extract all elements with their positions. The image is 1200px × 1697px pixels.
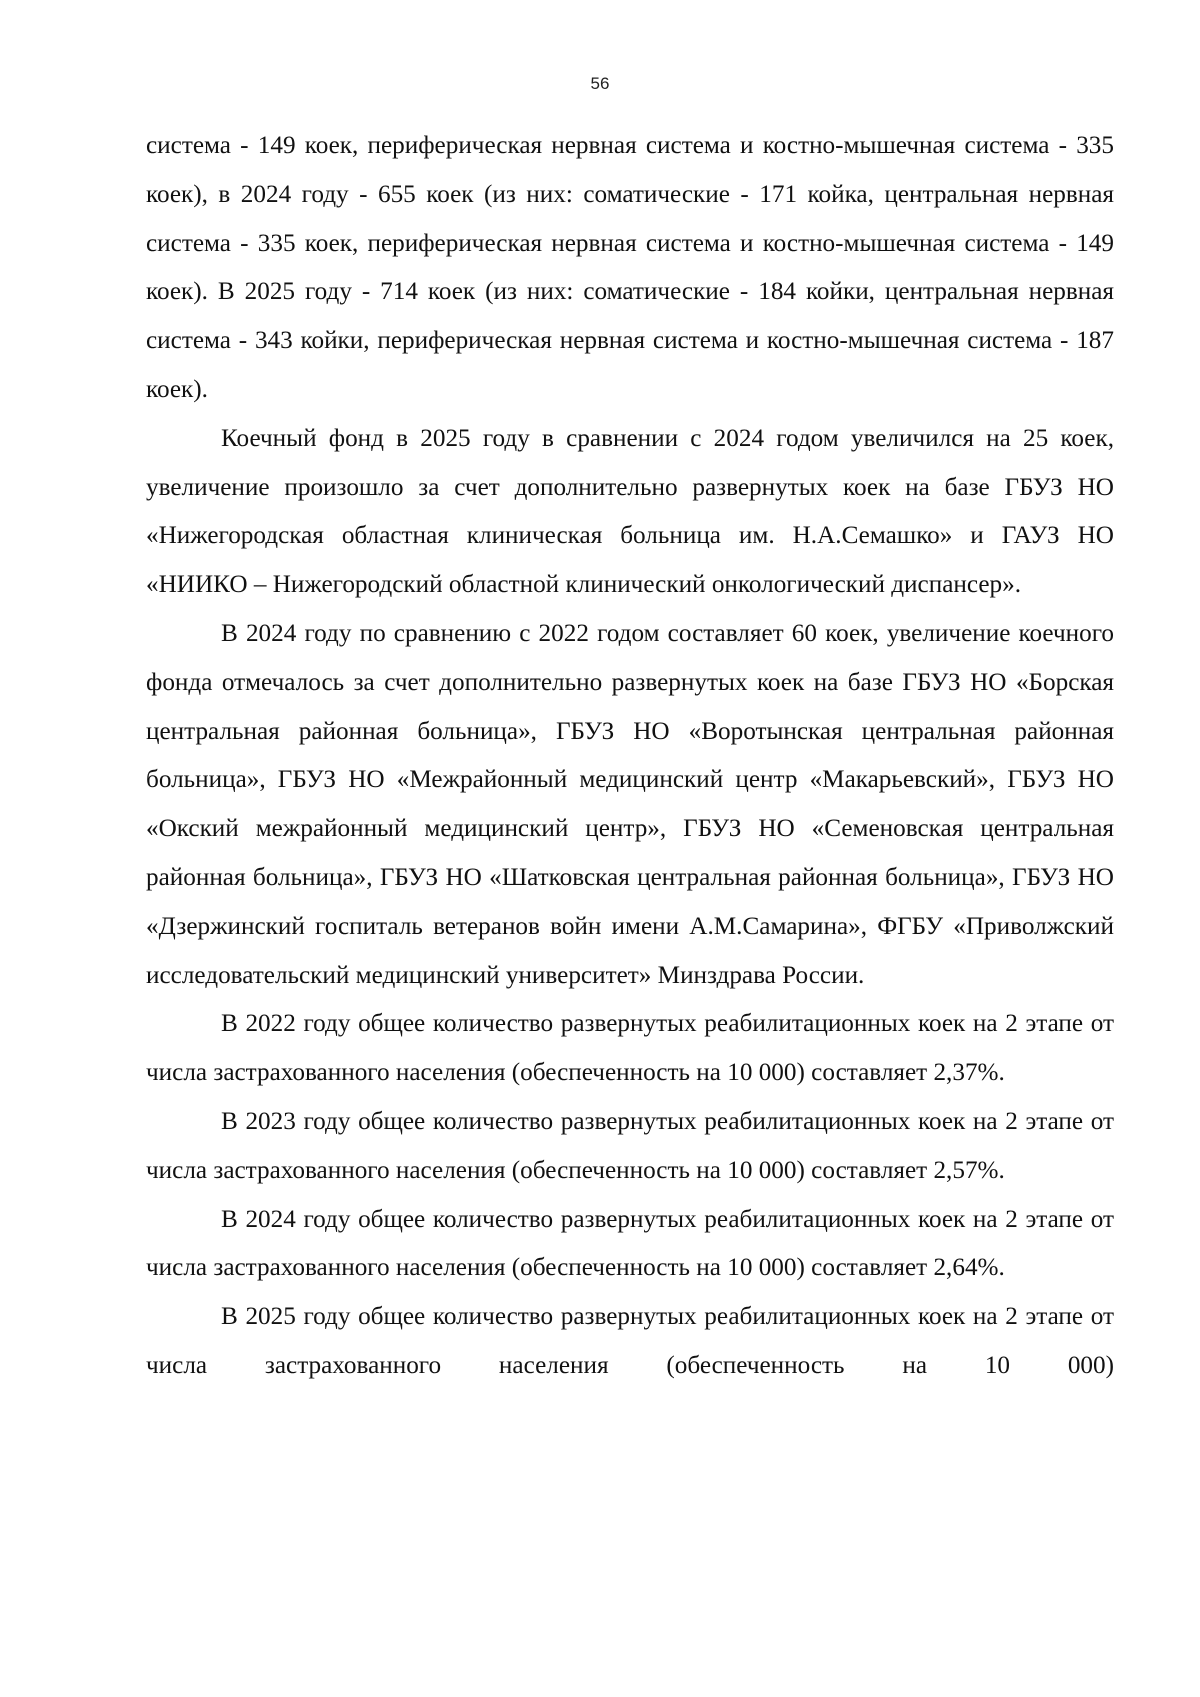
- paragraph-bed-fund-2024-increase: В 2024 году по сравнению с 2022 годом составляет 60 коек, увеличение коечного фонда отмечалось за счет дополнительно развернутых коек на базе ГБУЗ НО «Борская центральная районная больница», ГБУЗ НО «Воротынская центральная районная больница», ГБУЗ НО «Межрайонный медицинский центр «Макарьевский», ГБУЗ НО «Окский межрайонный медицинский центр», ГБУЗ НО «Семеновская центральная районная больница», ГБУЗ НО «Шатковская центральная районная больница», ГБУЗ НО «Дзержинский госпиталь ветеранов войн имени А.М.Самарина», ФГБУ «Приволжский исследовательский медицинский университет» Минздрава России.: [146, 619, 1114, 989]
- paragraph-provision-2024: В 2024 году общее количество развернутых реабилитационных коек на 2 этапе от числа застрахованного населения (обеспеченность на 10 000) составляет 2,64%.: [146, 1205, 1114, 1282]
- paragraph-bed-fund-2025-increase: Коечный фонд в 2025 году в сравнении с 2024 годом увеличился на 25 коек, увеличение произошло за счет дополнительно развернутых коек на базе ГБУЗ НО «Нижегородская областная клиническая больница им. Н.А.Семашко» и ГАУЗ НО «НИИКО – Нижегородский областной клинический онкологический диспансер».: [146, 424, 1114, 599]
- paragraph-provision-2023: В 2023 году общее количество развернутых реабилитационных коек на 2 этапе от числа застрахованного населения (обеспеченность на 10 000) составляет 2,57%.: [146, 1107, 1114, 1184]
- paragraph-provision-2022: В 2022 году общее количество развернутых реабилитационных коек на 2 этапе от числа застрахованного населения (обеспеченность на 10 000) составляет 2,37%.: [146, 1010, 1114, 1087]
- page-number: 56: [590, 74, 610, 93]
- document-body: [146, 122, 1114, 1391]
- paragraph-provision-2025: В 2025 году общее количество развернутых реабилитационных коек на 2 этапе от числа застрахованного населения (обеспеченность на 10 000): [146, 1303, 1114, 1379]
- paragraph-bed-fund-structure: система - 149 коек, периферическая нервная система и костно-мышечная система - 335 коек), в 2024 году - 655 коек (из них: соматические - 171 койка, центральная нервная система - 335 коек, периферическая нервная система и костно-мышечная система - 149 коек). В 2025 году - 714 коек (из них: соматические - 184 койки, центральная нервная система - 343 койки, периферическая нервная система и костно-мышечная система - 187 коек).: [146, 132, 1114, 403]
